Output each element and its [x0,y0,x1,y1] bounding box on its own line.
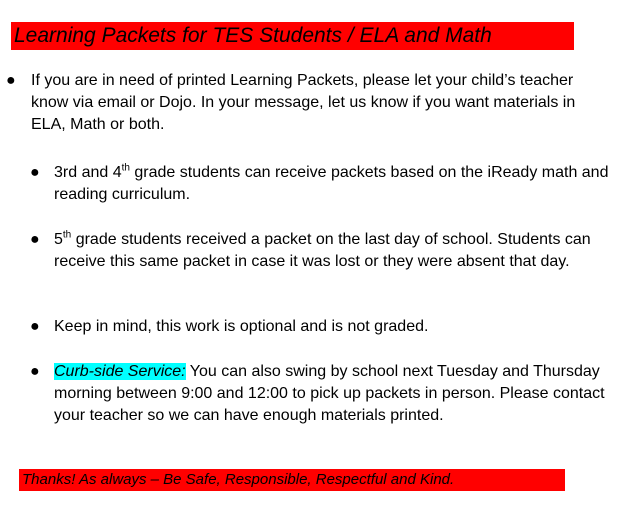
bullet-icon: ● [30,363,40,380]
closing-banner: Thanks! As always – Be Safe, Responsible, Respectful and Kind. [19,469,565,491]
bullet-icon: ● [30,231,40,248]
list-item [54,316,614,338]
list-item [54,162,614,206]
grade-prefix: 5 [54,231,63,248]
page-title: Learning Packets for TES Students / ELA and Math [11,22,574,50]
list-item-text: You can also swing by school next Tuesday and Thursday morning between 9:00 and 12:00 to pick up packets in person. Please contact your teacher so we can have enough materials printed. [54,363,605,424]
bullet-icon: ● [30,164,40,181]
ordinal-suffix: th [62,229,72,241]
list-item [54,361,614,427]
bullet-icon: ● [6,72,16,89]
curbside-highlight: Curb-side Service: [54,363,186,380]
bullet-icon: ● [30,318,40,335]
ordinal-suffix: th [121,162,130,174]
intro-paragraph: If you are in need of printed Learning Packets, please let your child’s teacher know via email or Dojo. In your message, let us know if you want materials in ELA, Math or both. [31,72,576,133]
list-item-text: grade students can receive packets based on the iReady math and reading curriculum. [54,164,609,203]
grade-prefix: 3rd and 4 [54,164,122,181]
list-item [54,229,614,273]
list-item-text: Keep in mind, this work is optional and is not graded. [54,318,429,335]
list-item-text: grade students received a packet on the last day of school. Students can receive this same packet in case it was lost or they were absent that day. [54,231,591,270]
